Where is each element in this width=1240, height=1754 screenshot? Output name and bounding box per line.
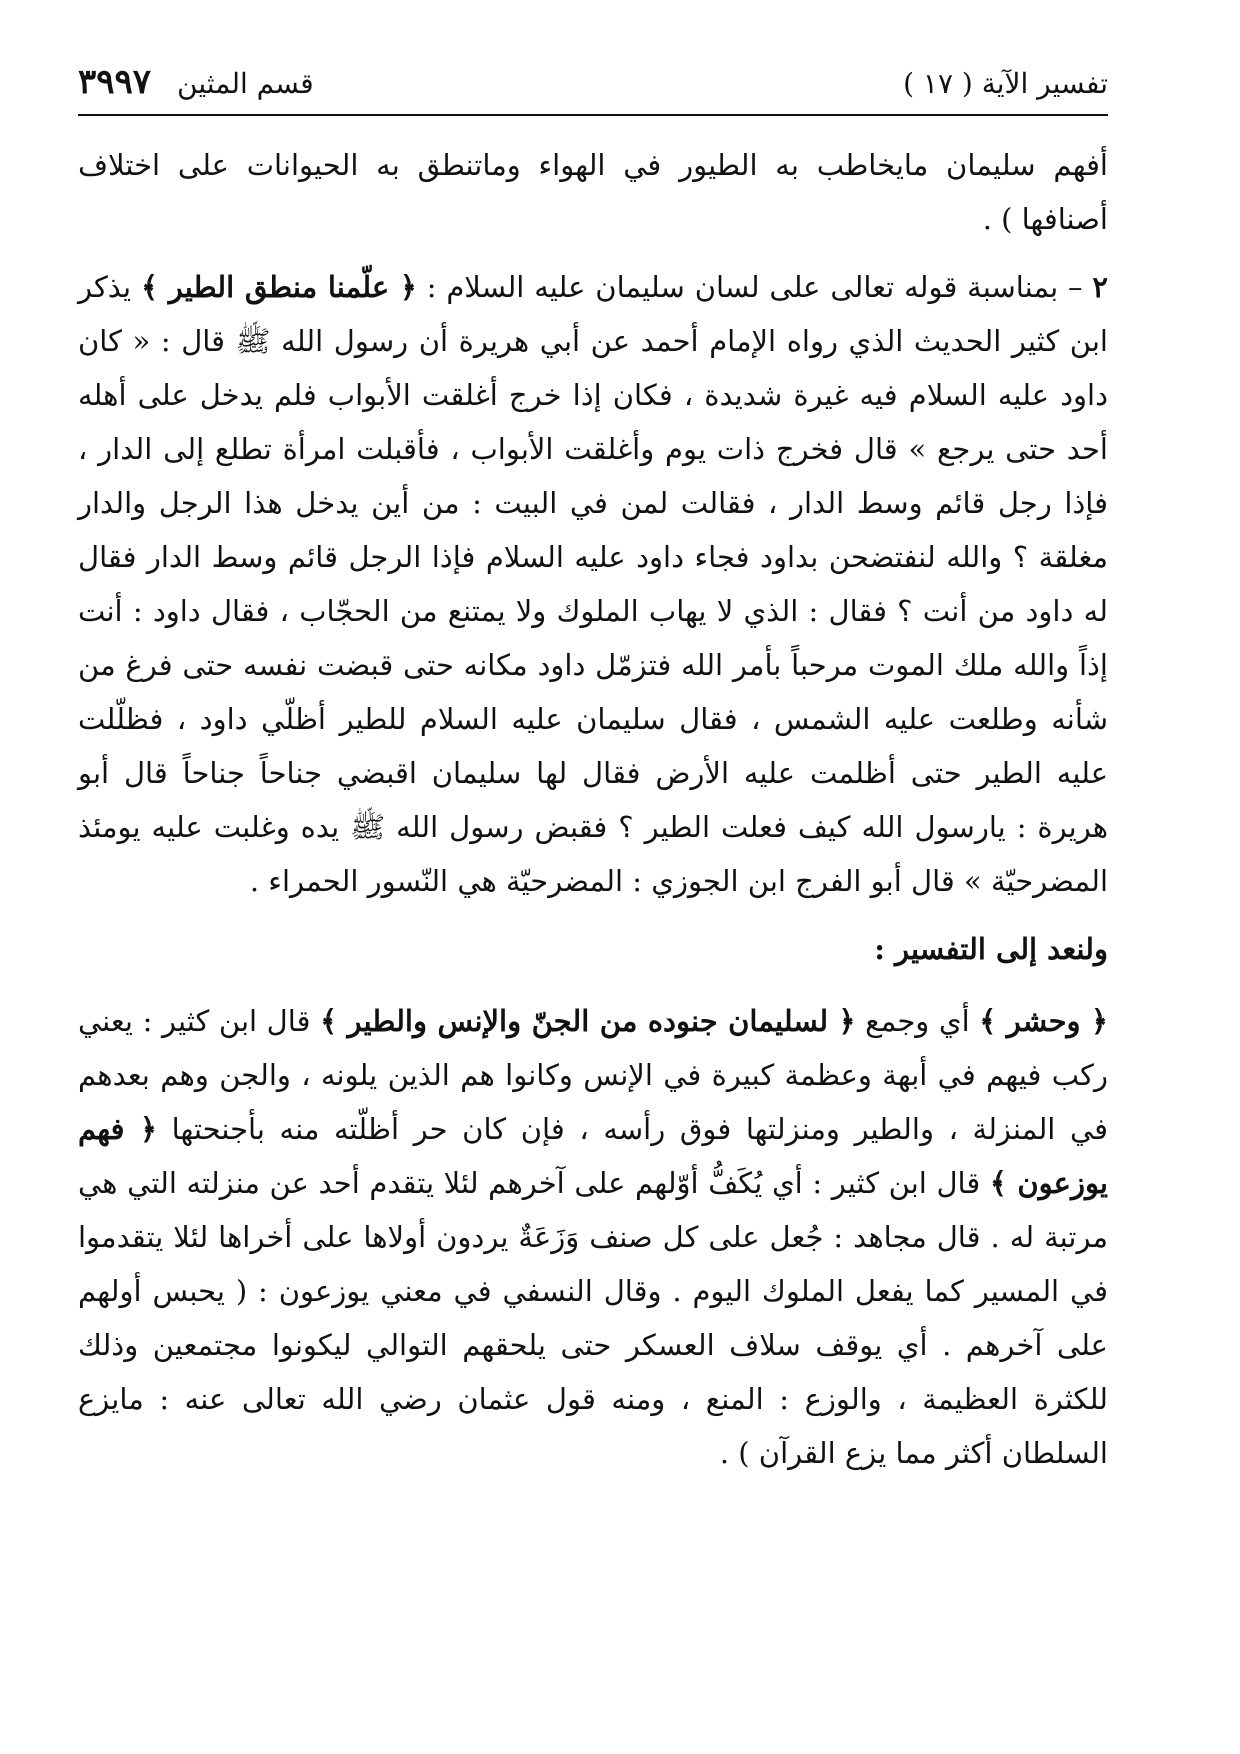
section-name: قسم المثين xyxy=(177,67,314,100)
ornate-bracket-close: ﴾ xyxy=(140,270,169,304)
commentary-text: قال ابن كثير : أي يُكَفُّ أوّلهم على آخرهم لئلا يتقدم أحد عن منزلته التي هي مرتبة له . قال مجاهد : جُعل على كل صنف وَزَعَةٌ يردون أولاها على أخراها لئلا يتقدموا في المسير كما يفعل الملوك اليوم . وقال النسفي في معني يوزعون : ( يحبس أولهم على آخرهم . أي يوقف سلاف العسكر حتى يلحقهم التوالي ليكونوا مجتمعين وذلك للكثرة العظيمة ، والوزع : المنع ، ومنه قول عثمان رضي الله تعالى عنه : مايزع السلطان أكثر مما يزع القرآن ) . xyxy=(78,1166,1108,1470)
ornate-bracket-open: ﴿ xyxy=(389,270,417,304)
header-title: تفسير الآية ( ١٧ ) xyxy=(903,67,1108,100)
section-heading: ولنعد إلى التفسير : xyxy=(874,932,1108,966)
ornate-bracket-open: ﴿ xyxy=(828,1004,856,1038)
quranic-word: وحشر xyxy=(1006,1004,1081,1038)
ornate-bracket-open: ﴿ xyxy=(124,1112,158,1146)
running-header xyxy=(78,62,1108,116)
commentary-text: أي وجمع xyxy=(855,1004,980,1038)
paragraph-3 xyxy=(78,994,1108,1480)
header-left-group xyxy=(78,62,314,102)
paragraph-2 xyxy=(78,260,1108,908)
paragraph-2-intro: – بمناسبة قوله تعالى على لسان سليمان عليه السلام : xyxy=(416,270,1093,304)
ornate-bracket-close: ﴾ xyxy=(989,1166,1018,1200)
paragraph-1: أفهم سليمان مايخاطب به الطيور في الهواء وماتنطق به الحيوانات على اختلاف أصنافها ) . xyxy=(78,148,1108,236)
ornate-bracket-close: ﴾ xyxy=(979,1004,1007,1038)
book-page xyxy=(78,62,1108,1494)
commentary-text: قال ابن كثير : يعني ركب فيهم في أبهة وعظمة كبيرة في الإنس وكانوا هم الذين يلونه ، والجن وهم بعدهم في المنزلة ، والطير ومنزلتها فوق رأسه ، فإن كان حر أظلّته منه بأجنحتها xyxy=(78,1004,1108,1146)
item-number: ٢ xyxy=(1092,270,1108,304)
quranic-verse: فهم يوزعون xyxy=(78,1112,1108,1200)
quranic-verse: علّمنا منطق الطير xyxy=(168,270,390,304)
ornate-bracket-open: ﴿ xyxy=(1080,1004,1109,1038)
quranic-verse: لسليمان جنوده من الجنّ والإنس والطير xyxy=(347,1004,829,1038)
page-number: ٣٩٩٧ xyxy=(78,62,152,102)
ornate-bracket-close: ﴾ xyxy=(320,1004,348,1038)
paragraph-2-body: يذكر ابن كثير الحديث الذي رواه الإمام أحمد عن أبي هريرة أن رسول الله ﷺ قال : « كان داود عليه السلام فيه غيرة شديدة ، فكان إذا خرج أغلقت الأبواب فلم يدخل على أهله أحد حتى يرجع » قال فخرج ذات يوم وأغلقت الأبواب ، فأقبلت امرأة تطلع إلى الدار ، فإذا رجل قائم وسط الدار ، فقالت لمن في البيت : من أين يدخل هذا الرجل والدار مغلقة ؟ والله لنفتضحن بداود فجاء داود عليه السلام فإذا الرجل قائم وسط الدار فقال له داود من أنت ؟ فقال : الذي لا يهاب الملوك ولا يمتنع من الحجّاب ، فقال داود : أنت إذاً والله ملك الموت مرحباً بأمر الله فتزمّل داود مكانه حتى قبضت نفسه حتى فرغ من شأنه وطلعت عليه الشمس ، فقال سليمان عليه السلام للطير أظلّي داود ، فظلّلت عليه الطير حتى أظلمت عليه الأرض فقال لها سليمان اقبضي جناحاً جناحاً قال أبو هريرة : يارسول الله كيف فعلت الطير ؟ فقبض رسول الله ﷺ يده وغلبت عليه يومئذ المضرحيّة » قال أبو الفرج ابن الجوزي : المضرحيّة هي النّسور الحمراء . xyxy=(78,270,1108,898)
page-body xyxy=(78,138,1108,1480)
